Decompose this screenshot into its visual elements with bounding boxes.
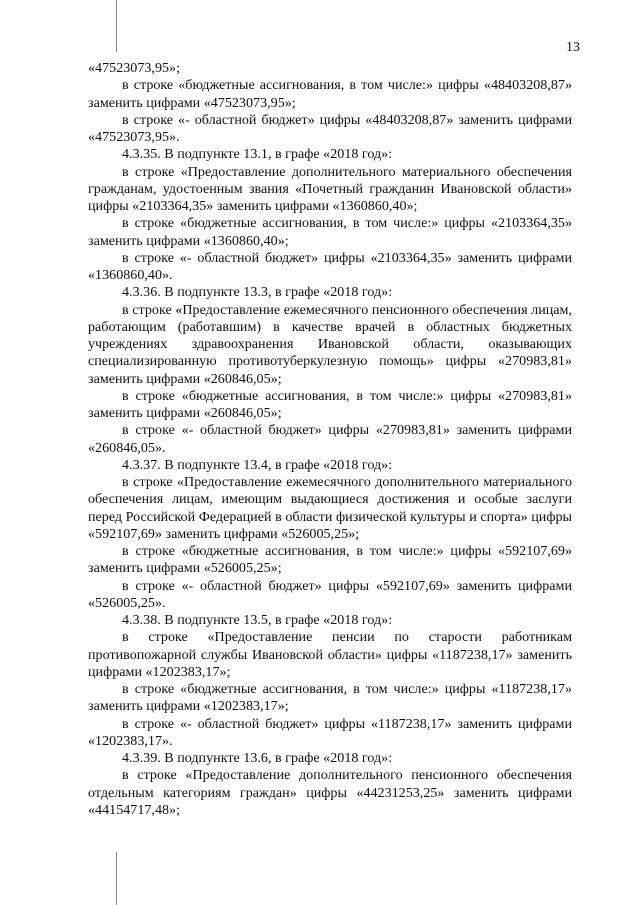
section-heading: 4.3.36. В подпункте 13.3, в графе «2018 год»: xyxy=(122,284,393,301)
section-heading: 4.3.39. В подпункте 13.6, в графе «2018 год»: xyxy=(122,750,393,766)
paragraph: в строке «бюджетные ассигнования, в том числе:» цифры «1187238,17» заменить цифрами «1202383,17»; xyxy=(88,681,572,715)
scan-edge-mark-top xyxy=(116,0,117,52)
paragraph: «47523073,95»; xyxy=(88,60,181,76)
paragraph: в строке «Предоставление пенсии по старости работникам противопожарной службы Ивановской области» цифры «1187238,17» заменить цифрами «1202383,17»; xyxy=(88,629,572,680)
section-heading: 4.3.38. В подпункте 13.5, в графе «2018 год»: xyxy=(122,612,393,628)
paragraph: в строке «Предоставление ежемесячного дополнительного материального обеспечения лицам, имеющим выдающиеся достижения и особые заслуги перед Российской Федерацией в области физической культуры и спорта» цифры «592107,69» заменить цифрами «526005,25»; xyxy=(88,474,572,542)
paragraph: в строке «- областной бюджет» цифры «2103364,35» заменить цифрами «1360860,40». xyxy=(88,249,572,283)
paragraph: в строке «- областной бюджет» цифры «592107,69» заменить цифрами «526005,25». xyxy=(88,577,572,611)
section-heading: 4.3.35. В подпункте 13.1, в графе «2018 год»: xyxy=(122,146,393,163)
page-number: 13 xyxy=(566,40,580,55)
paragraph: в строке «- областной бюджет» цифры «1187238,17» заменить цифрами «1202383,17». xyxy=(88,715,572,749)
scan-edge-mark-bottom xyxy=(116,852,117,905)
document-body xyxy=(88,60,572,819)
paragraph: в строке «бюджетные ассигнования, в том числе:» цифры «592107,69» заменить цифрами «526005,25»; xyxy=(88,543,572,577)
paragraph: в строке «бюджетные ассигнования, в том числе:» цифры «2103364,35» заменить цифрами «1360860,40»; xyxy=(88,215,572,249)
paragraph: в строке «бюджетные ассигнования, в том числе:» цифры «48403208,87» заменить цифрами «47523073,95»; xyxy=(88,77,572,111)
paragraph: в строке «Предоставление ежемесячного пенсионного обеспечения лицам, работающим (работавшим) в качестве врачей в областных бюджетных учреждениях здравоохранения Ивановской области, оказывающих специализированную противотуберкулезную помощь» цифры «270983,81» заменить цифрами «260846,05»; xyxy=(88,301,572,387)
paragraph: в строке «Предоставление дополнительного пенсионного обеспечения отдельным категориям граждан» цифры «44231253,25» заменить цифрами «44154717,48»; xyxy=(88,767,572,818)
paragraph: в строке «- областной бюджет» цифры «48403208,87» заменить цифрами «47523073,95». xyxy=(88,111,572,145)
paragraph: в строке «Предоставление дополнительного материального обеспечения гражданам, удостоенным звания «Почетный гражданин Ивановской области» цифры «2103364,35» заменить цифрами «1360860,40»; xyxy=(88,163,572,214)
paragraph: в строке «- областной бюджет» цифры «270983,81» заменить цифрами «260846,05». xyxy=(88,422,572,456)
section-heading: 4.3.37. В подпункте 13.4, в графе «2018 год»: xyxy=(122,456,393,473)
paragraph: в строке «бюджетные ассигнования, в том числе:» цифры «270983,81» заменить цифрами «260846,05»; xyxy=(88,387,572,421)
